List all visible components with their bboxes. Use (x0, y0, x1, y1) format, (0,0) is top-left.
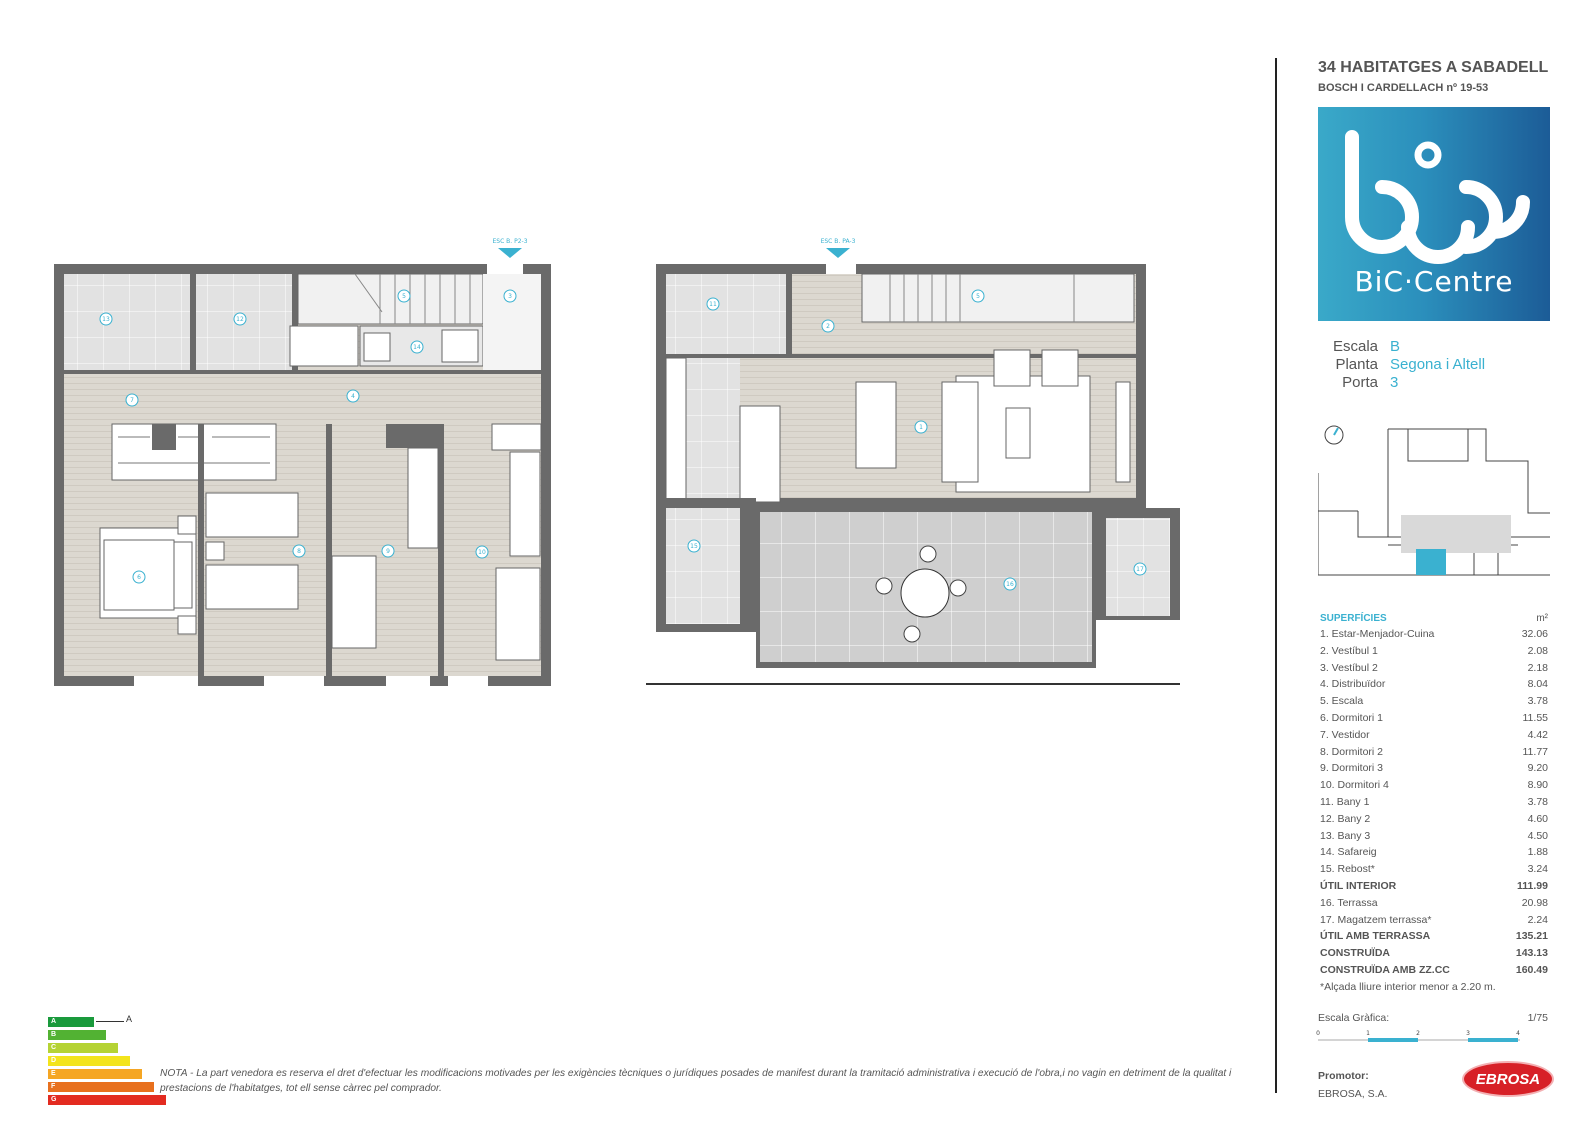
area-row (1320, 794, 1548, 811)
area-label: 10. Dormitori 4 (1320, 779, 1389, 792)
area-value: 3.78 (1527, 695, 1548, 708)
area-value: 4.50 (1527, 829, 1548, 842)
area-value: 2.18 (1527, 661, 1548, 674)
area-label: 1. Estar-Menjador-Cuina (1320, 628, 1435, 640)
area-row (1320, 828, 1548, 845)
area-row (1320, 811, 1548, 828)
area-value: 2.24 (1527, 913, 1548, 926)
energy-class-g: G (48, 1095, 166, 1105)
scale-label: Escala Gràfica: (1318, 1012, 1390, 1024)
scale-ratio: 1/75 (1527, 1012, 1548, 1024)
room-tag-4: 4 (351, 393, 355, 400)
area-label: 17. Magatzem terrassa* (1320, 913, 1432, 926)
scale-tick-3: 3 (1466, 1030, 1470, 1037)
room-tag-8: 8 (297, 548, 301, 555)
area-value: 8.04 (1527, 678, 1548, 691)
room-tag-14: 14 (413, 344, 421, 351)
energy-class-c: C (48, 1043, 118, 1053)
sidebar-divider (1275, 58, 1277, 1093)
area-row (1320, 643, 1548, 660)
room-tag-10: 10 (478, 549, 486, 556)
legal-note: NOTA - La part venedora es reserva el dret d'efectuar les modificacions motivades per les exigències tècniques o jurídiques posades de manifest durant la tramitació administrativa i execució de l'obra,i no vagin en detriment de la qualitat i prestacions de l'habitatges, tot ell sense càrrec pel comprador. (160, 1068, 1232, 1094)
area-row (1320, 626, 1548, 643)
area-value: 4.42 (1527, 728, 1548, 741)
floor-plan-upper (640, 235, 1200, 695)
project-title: 34 HABITATGES A SABADELL (1318, 59, 1549, 76)
room-tag-5b: 5 (976, 293, 980, 300)
area-label: CONSTRUÏDA AMB ZZ.CC (1320, 963, 1450, 976)
area-row (1320, 777, 1548, 794)
areas-footnote: *Alçada lliure interior menor a 2.20 m. (1320, 980, 1496, 993)
energy-rating: A (126, 1014, 133, 1024)
room-tag-2: 2 (826, 323, 830, 330)
promoter-label: Promotor: (1318, 1070, 1369, 1082)
area-label: 12. Bany 2 (1320, 812, 1371, 825)
area-label: 9. Dormitori 3 (1320, 762, 1384, 775)
porta-row: Porta 3 (1342, 374, 1399, 391)
room-tag-11: 11 (709, 301, 717, 308)
area-row (1320, 861, 1548, 878)
area-value: 135.21 (1515, 930, 1548, 943)
area-row (1320, 844, 1548, 861)
room-tag-6: 6 (137, 574, 141, 581)
area-row (1320, 676, 1548, 693)
area-label: 14. Safareig (1320, 846, 1377, 859)
area-label: 13. Bany 3 (1320, 829, 1371, 842)
area-value: 11.77 (1522, 745, 1548, 758)
room-tag-5: 5 (402, 293, 406, 300)
room-tag-1: 1 (919, 424, 923, 431)
scale-tick-0: 0 (1316, 1030, 1320, 1037)
planta-row: Planta Segona i Altell (1335, 356, 1486, 373)
area-label: 8. Dormitori 2 (1320, 745, 1384, 758)
area-row (1320, 945, 1548, 962)
area-label: 16. Terrassa (1320, 896, 1378, 909)
area-value: 2.08 (1527, 644, 1548, 657)
areas-table (1320, 612, 1548, 993)
ebrosa-logo-text: EBROSA (1475, 1070, 1541, 1088)
room-tag-17: 17 (1136, 566, 1144, 573)
right-stair-tag: ESC B. PA-3 (820, 238, 856, 245)
areas-unit: m² (1536, 613, 1548, 624)
bic-centre-logo (1318, 107, 1550, 321)
area-row (1320, 895, 1548, 912)
area-label: 5. Escala (1320, 695, 1364, 708)
area-value: 3.24 (1527, 863, 1548, 876)
escala-row: Escala B (1332, 338, 1401, 355)
logo-text: BiC·Centre (1354, 265, 1514, 298)
area-label: 15. Rebost* (1320, 863, 1375, 876)
area-label: 11. Bany 1 (1320, 795, 1370, 808)
left-stair-tag: ESC B. P2-3 (492, 238, 528, 245)
floor-plan-lower (40, 235, 570, 705)
area-label: ÚTIL INTERIOR (1320, 879, 1397, 892)
energy-pointer (96, 1021, 124, 1022)
unit-location-highlight (1416, 549, 1446, 575)
area-row (1320, 912, 1548, 929)
area-value: 20.98 (1521, 896, 1548, 909)
area-label: 7. Vestidor (1320, 728, 1370, 741)
area-value: 143.13 (1515, 947, 1548, 960)
area-row (1320, 928, 1548, 945)
area-value: 32.06 (1521, 628, 1548, 640)
area-value: 160.49 (1515, 963, 1548, 976)
area-label: 6. Dormitori 1 (1320, 711, 1384, 724)
area-value: 11.55 (1522, 711, 1548, 724)
area-row (1320, 760, 1548, 777)
project-address: BOSCH I CARDELLACH nº 19-53 (1318, 82, 1489, 94)
area-value: 3.78 (1527, 795, 1548, 808)
area-label: CONSTRUÏDA (1320, 947, 1390, 960)
area-row (1320, 962, 1548, 979)
area-value: 1.88 (1527, 846, 1548, 859)
promoter-name: EBROSA, S.A. (1318, 1088, 1388, 1100)
energy-class-f: F (48, 1082, 154, 1092)
room-tag-7: 7 (130, 397, 134, 404)
room-tag-15: 15 (690, 543, 698, 550)
scale-tick-1: 1 (1366, 1030, 1370, 1037)
area-value: 4.60 (1527, 812, 1548, 825)
area-row (1320, 878, 1548, 895)
room-tag-13: 13 (102, 316, 110, 323)
area-row (1320, 693, 1548, 710)
room-tag-3: 3 (508, 293, 512, 300)
area-label: 4. Distribuïdor (1320, 678, 1386, 691)
area-row (1320, 710, 1548, 727)
energy-class-b: B (48, 1030, 106, 1040)
energy-label (48, 1017, 166, 1108)
scale-tick-2: 2 (1416, 1030, 1420, 1037)
room-tag-12: 12 (236, 316, 244, 323)
room-tag-16: 16 (1006, 581, 1014, 588)
area-row (1320, 744, 1548, 761)
area-row (1320, 660, 1548, 677)
area-value: 111.99 (1517, 879, 1548, 892)
area-label: 2. Vestíbul 1 (1320, 644, 1378, 657)
area-value: 8.90 (1527, 779, 1548, 792)
ebrosa-logo (1462, 1061, 1554, 1097)
energy-class-e: E (48, 1069, 142, 1079)
energy-class-a: A (48, 1017, 94, 1027)
scale-tick-4: 4 (1516, 1030, 1520, 1037)
room-tag-9: 9 (386, 548, 390, 555)
location-map (1318, 425, 1550, 590)
area-row (1320, 727, 1548, 744)
scale-bar (1314, 1026, 1524, 1044)
area-value: 9.20 (1527, 762, 1548, 775)
area-label: 3. Vestíbul 2 (1320, 661, 1378, 674)
areas-header: SUPERFÍCIES (1320, 613, 1387, 624)
energy-class-d: D (48, 1056, 130, 1066)
area-label: ÚTIL AMB TERRASSA (1320, 930, 1431, 943)
